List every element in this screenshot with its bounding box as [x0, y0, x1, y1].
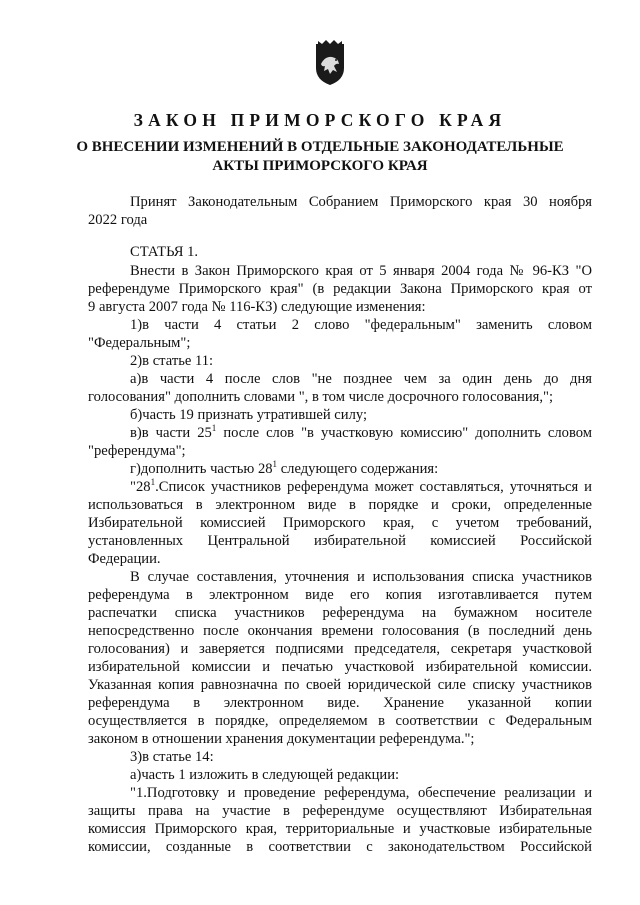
text-line: б)часть 19 признать утратившей силу;: [130, 407, 368, 423]
text-line: 9 августа 2007 года № 116-КЗ) следующие изменения:: [88, 299, 426, 315]
text-line: "референдума";: [88, 443, 186, 459]
text-line: защиты права на участие в референдуме осуществляют Избирательная: [88, 803, 592, 819]
text-line: использоваться в электронном виде в порядке и сроки, определенные: [88, 497, 592, 513]
text-span: следующего содержания:: [277, 461, 439, 477]
text-line: "1.Подготовку и проведение референдума, обеспечение реализации и: [130, 785, 592, 801]
text-line: а)часть 1 изложить в следующей редакции:: [130, 767, 400, 783]
text-span: .Список участников референдума может составляться, уточняться и: [155, 479, 592, 495]
text-line: [130, 425, 592, 442]
text-line: Федерации.: [88, 551, 161, 567]
superscript: 1: [150, 477, 156, 487]
adopted-line: Принят Законодательным Собранием Приморского края 30 ноября: [130, 194, 592, 210]
subtitle-line: О ВНЕСЕНИИ ИЗМЕНЕНИЙ В ОТДЕЛЬНЫЕ ЗАКОНОДАТЕЛЬНЫЕ: [76, 139, 564, 155]
article-heading: СТАТЬЯ 1.: [130, 244, 199, 260]
text-line: непосредственно после окончания времени голосования (в последний день: [88, 623, 592, 639]
superscript: 1: [272, 459, 278, 469]
text-line: осуществляется в порядке, определяемом в соответствии с Федеральным: [88, 713, 592, 729]
text-line: [130, 461, 438, 478]
text-line: 1)в части 4 статьи 2 слово "федеральным" заменить словом: [130, 317, 592, 333]
text-line: референдуме Приморского края" (в редакции Закона Приморского края от: [88, 281, 592, 297]
law-title: ЗАКОН ПРИМОРСКОГО КРАЯ: [133, 110, 507, 130]
text-line: референдума в электронном виде его копия изготавливается путем: [88, 587, 592, 603]
text-line: установленных Центральной избирательной комиссией Российской: [88, 533, 592, 549]
text-line: В случае составления, уточнения и использования списка участников: [130, 569, 592, 585]
superscript: 1: [211, 423, 217, 433]
text-line: комиссии, созданные в соответствии с законодательством Российской: [88, 839, 592, 855]
text-line: 2)в статье 11:: [130, 353, 214, 369]
text-line: "Федеральным";: [88, 335, 191, 351]
text-line: Указанная копия равнозначна по своей юридической силе списку участников: [88, 677, 592, 693]
text-line: голосования" дополнить словами ", в том числе досрочного голосования,";: [88, 389, 554, 405]
text-line: законом в отношении хранения документации референдума.";: [88, 731, 475, 747]
text-span: в)в части 25: [130, 425, 212, 441]
text-line: голосования) и заверяется подписями председателя, секретаря участковой: [88, 641, 592, 657]
text-line: Внести в Закон Приморского края от 5 января 2004 года № 96-КЗ "О: [130, 263, 592, 279]
text-span: "28: [130, 479, 151, 495]
text-line: а)в части 4 после слов "не позднее чем за один день до дня: [130, 371, 592, 387]
text-line: референдума в электронном виде. Хранение указанной копии: [88, 695, 592, 711]
text-line: избирательной комиссии и печатью участковой избирательной комиссии.: [88, 659, 592, 675]
text-line: комиссия Приморского края, территориальные и участковые избирательные: [88, 821, 592, 837]
adopted-line: 2022 года: [88, 212, 148, 228]
text-line: распечатки списка участников референдума на бумажном носителе: [88, 605, 592, 621]
text-line: 3)в статье 14:: [130, 749, 214, 765]
text-line: [130, 479, 592, 496]
subtitle-line: АКТЫ ПРИМОРСКОГО КРАЯ: [212, 158, 428, 174]
law-subtitle: [60, 138, 580, 176]
text-span: г)дополнить частью 28: [130, 461, 273, 477]
text-line: Избирательной комиссией Приморского края, с учетом требований,: [88, 515, 592, 531]
primorsky-krai-coat-of-arms-icon: [313, 40, 347, 86]
text-span: после слов "в участковую комиссию" дополнить словом: [216, 425, 592, 441]
